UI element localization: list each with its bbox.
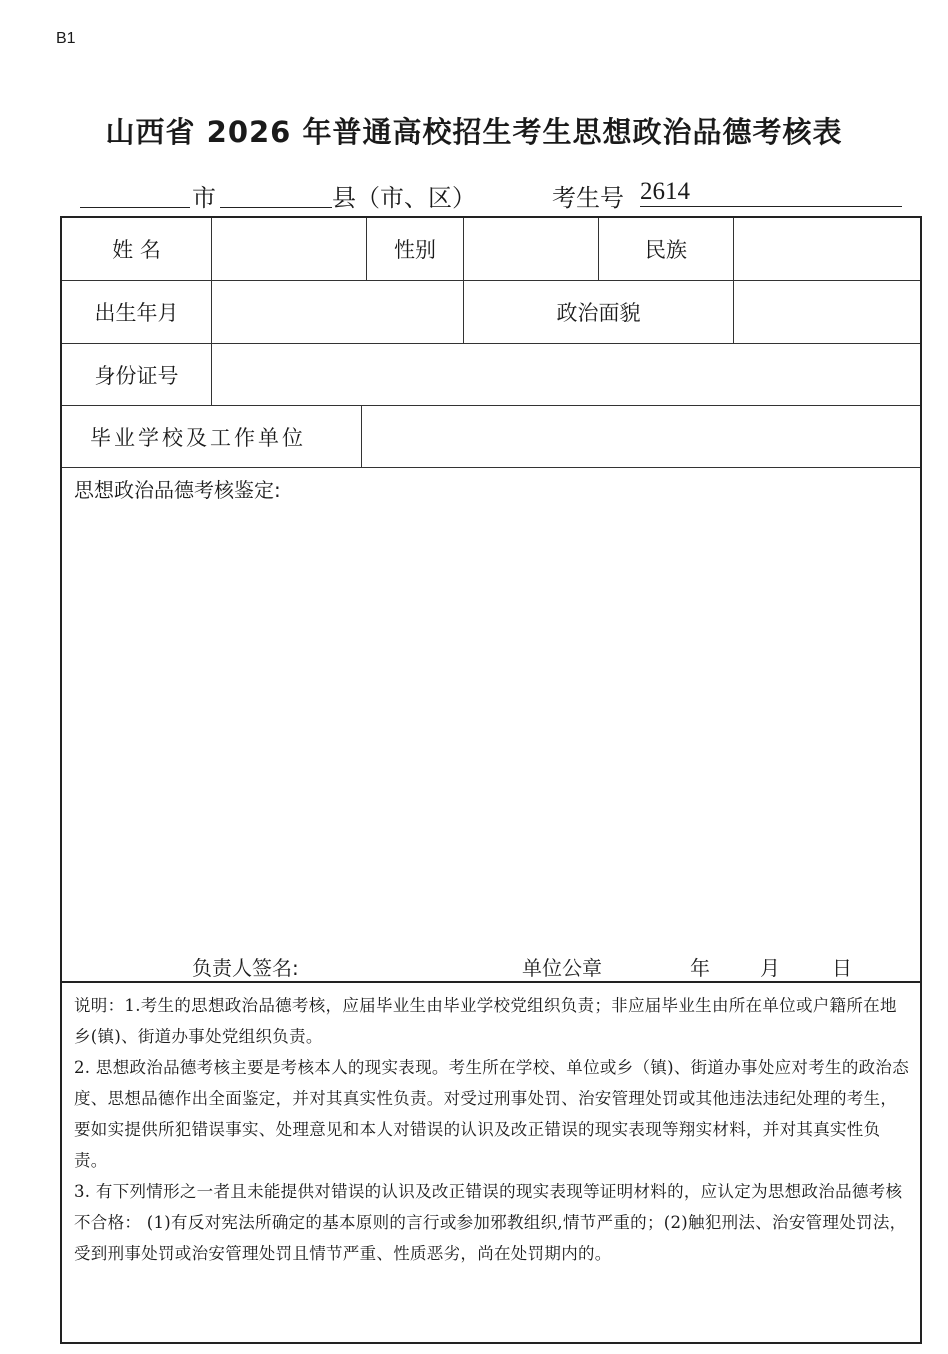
political-label: 政治面貌 xyxy=(464,281,734,344)
ethnicity-field[interactable] xyxy=(734,218,920,281)
month-label: 月 xyxy=(760,956,780,980)
year-label: 年 xyxy=(690,956,710,980)
evaluation-label: 思想政治品德考核鉴定: xyxy=(74,478,281,502)
name-label: 姓 名 xyxy=(62,218,212,281)
birth-field[interactable] xyxy=(212,281,464,344)
id-field[interactable] xyxy=(212,344,920,406)
gender-field[interactable] xyxy=(464,218,599,281)
page-code: B1 xyxy=(56,30,76,47)
notes-section xyxy=(74,990,910,1269)
county-suffix: 县（市、区） xyxy=(332,184,476,212)
signer-label: 负责人签名: xyxy=(192,956,299,980)
name-field[interactable] xyxy=(212,218,367,281)
city-blank[interactable] xyxy=(80,207,190,208)
ethnicity-label: 民族 xyxy=(599,218,734,281)
header-line xyxy=(80,176,902,212)
note-item-2: 2. 思想政治品德考核主要是考核本人的现实表现。考生所在学校、单位或乡（镇)、街道办事处应对考生的政治态度、思想品德作出全面鉴定，并对其真实性负责。对受过刑事处罚、治安管理处罚或其他违法违纪处理的考生，要如实提供所犯错误事实、处理意见和本人对错误的认识及改正错误的现实表现等翔实材料，并对其真实性负责。 xyxy=(74,1058,910,1170)
school-label: 毕业学校及工作单位 xyxy=(62,406,362,468)
note-item-3: 3. 有下列情形之一者且未能提供对错误的认识及改正错误的现实表现等证明材料的，应认定为思想政治品德考核不合格： (1)有反对宪法所确定的基本原则的言行或参加邪教组织,情节严重的；(2)触犯刑法、治安管理处罚法，受到刑事处罚或治安管理处罚且情节严重、性质恶劣，尚在处罚期内的。 xyxy=(74,1182,907,1263)
day-label: 日 xyxy=(832,956,852,980)
school-field[interactable] xyxy=(362,406,920,468)
seal-label: 单位公章 xyxy=(522,956,602,980)
gender-label: 性别 xyxy=(367,218,464,281)
id-label: 身份证号 xyxy=(62,344,212,406)
note-item-1: 说明：1.考生的思想政治品德考核，应届毕业生由毕业学校党组织负责；非应届毕业生由所在单位或户籍所在地乡(镇)、街道办事处党组织负责。 xyxy=(74,996,897,1046)
political-field[interactable] xyxy=(734,281,920,344)
evaluation-area[interactable] xyxy=(62,468,920,983)
page-title: 山西省 2026 年普通高校招生考生思想政治品德考核表 xyxy=(105,115,843,149)
exam-no-value[interactable]: 2614 xyxy=(640,178,902,207)
evaluation-form xyxy=(60,216,922,1344)
exam-no-label: 考生号 xyxy=(552,184,624,212)
birth-label: 出生年月 xyxy=(62,281,212,344)
county-blank[interactable] xyxy=(220,207,332,208)
city-suffix: 市 xyxy=(192,184,216,212)
